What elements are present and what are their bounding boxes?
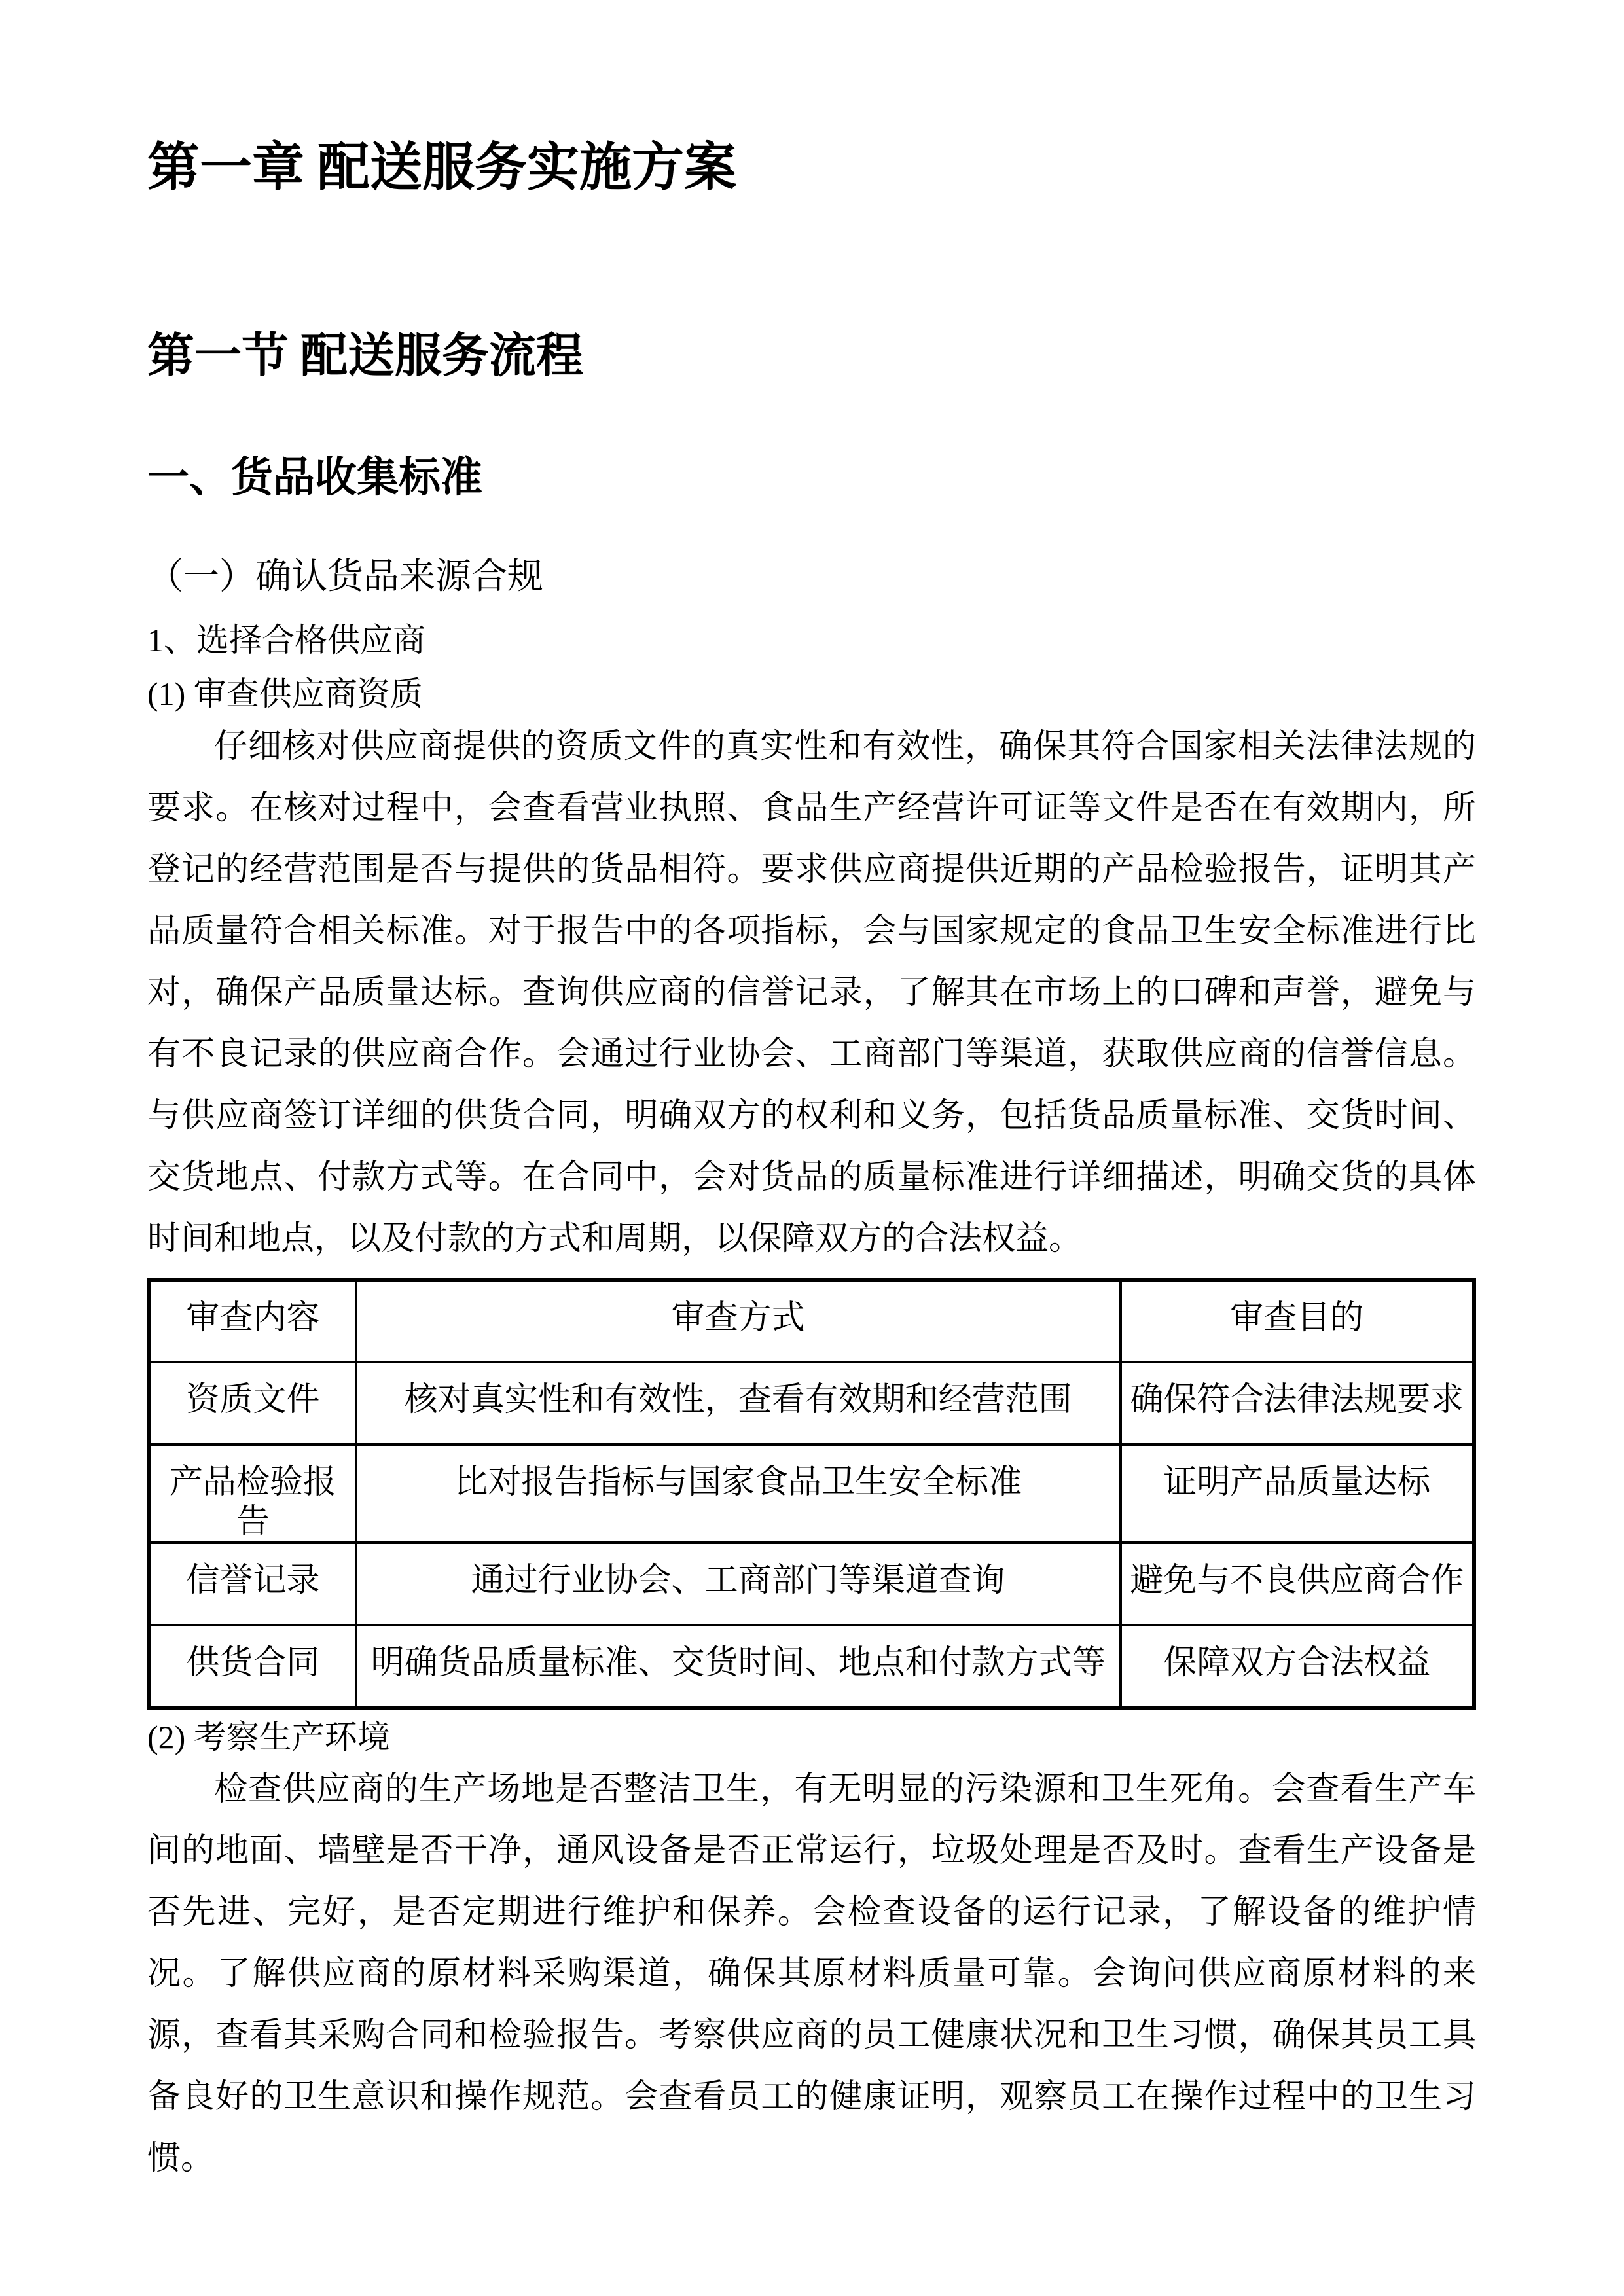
table-cell: 保障双方合法权益 bbox=[1121, 1625, 1474, 1708]
numbered-item-heading: 1、选择合格供应商 bbox=[147, 622, 425, 658]
table-cell: 确保符合法律法规要求 bbox=[1121, 1362, 1474, 1444]
table-cell: 信誉记录 bbox=[149, 1543, 356, 1625]
table-row bbox=[149, 1444, 1474, 1543]
sub-item-heading-1: (1) 审查供应商资质 bbox=[147, 675, 423, 712]
paragraph-production-environment: 检查供应商的生产场地是否整洁卫生，有无明显的污染源和卫生死角。会查看生产车间的地面、墙壁是否干净，通风设备是否正常运行，垃圾处理是否及时。查看生产设备是否先进、完好，是否定期进行维护和保养。会检查设备的运行记录，了解设备的维护情况。了解供应商的原材料采购渠道，确保其原材料质量可靠。会询问供应商原材料的来源，查看其采购合同和检验报告。考察供应商的员工健康状况和卫生习惯，确保其员工具备良好的卫生意识和操作规范。会查看员工的健康证明，观察员工在操作过程中的卫生习惯。 bbox=[147, 1771, 1476, 2177]
table-cell: 核对真实性和有效性，查看有效期和经营范围 bbox=[356, 1362, 1121, 1444]
table-cell: 供货合同 bbox=[149, 1625, 356, 1708]
table-row bbox=[149, 1625, 1474, 1708]
table-cell: 明确货品质量标准、交货时间、地点和付款方式等 bbox=[356, 1625, 1121, 1708]
section-heading: 第一节 配送服务流程 bbox=[147, 330, 584, 382]
table-cell: 通过行业协会、工商部门等渠道查询 bbox=[356, 1543, 1121, 1625]
table-cell: 资质文件 bbox=[149, 1362, 356, 1444]
sub-item-heading-2: (2) 考察生产环境 bbox=[147, 1719, 390, 1755]
table-cell: 避免与不良供应商合作 bbox=[1121, 1543, 1474, 1625]
table-header-row bbox=[149, 1280, 1474, 1362]
table-cell: 产品检验报告 bbox=[149, 1444, 356, 1543]
table-header-review-method: 审查方式 bbox=[356, 1280, 1121, 1362]
table-row bbox=[149, 1362, 1474, 1444]
item-heading: （一）确认货品来源合规 bbox=[147, 556, 544, 596]
table-header-review-content: 审查内容 bbox=[149, 1280, 356, 1362]
paragraph-supplier-qualification: 仔细核对供应商提供的资质文件的真实性和有效性，确保其符合国家相关法律法规的要求。在核对过程中，会查看营业执照、食品生产经营许可证等文件是否在有效期内，所登记的经营范围是否与提供的货品相符。要求供应商提供近期的产品检验报告，证明其产品质量符合相关标准。对于报告中的各项指标，会与国家规定的食品卫生安全标准进行比对，确保产品质量达标。查询供应商的信誉记录，了解其在市场上的口碑和声誉，避免与有不良记录的供应商合作。会通过行业协会、工商部门等渠道，获取供应商的信誉信息。与供应商签订详细的供货合同，明确双方的权利和义务，包括货品质量标准、交货时间、交货地点、付款方式等。在合同中，会对货品的质量标准进行详细描述，明确交货的具体时间和地点，以及付款的方式和周期，以保障双方的合法权益。 bbox=[147, 728, 1476, 1257]
table-cell: 比对报告指标与国家食品卫生安全标准 bbox=[356, 1444, 1121, 1543]
subsection-heading: 一、货品收集标准 bbox=[147, 454, 482, 501]
table-cell: 证明产品质量达标 bbox=[1121, 1444, 1474, 1543]
review-table bbox=[147, 1278, 1476, 1710]
table-header-review-purpose: 审查目的 bbox=[1121, 1280, 1474, 1362]
table-row bbox=[149, 1543, 1474, 1625]
chapter-heading: 第一章 配送服务实施方案 bbox=[147, 139, 736, 197]
